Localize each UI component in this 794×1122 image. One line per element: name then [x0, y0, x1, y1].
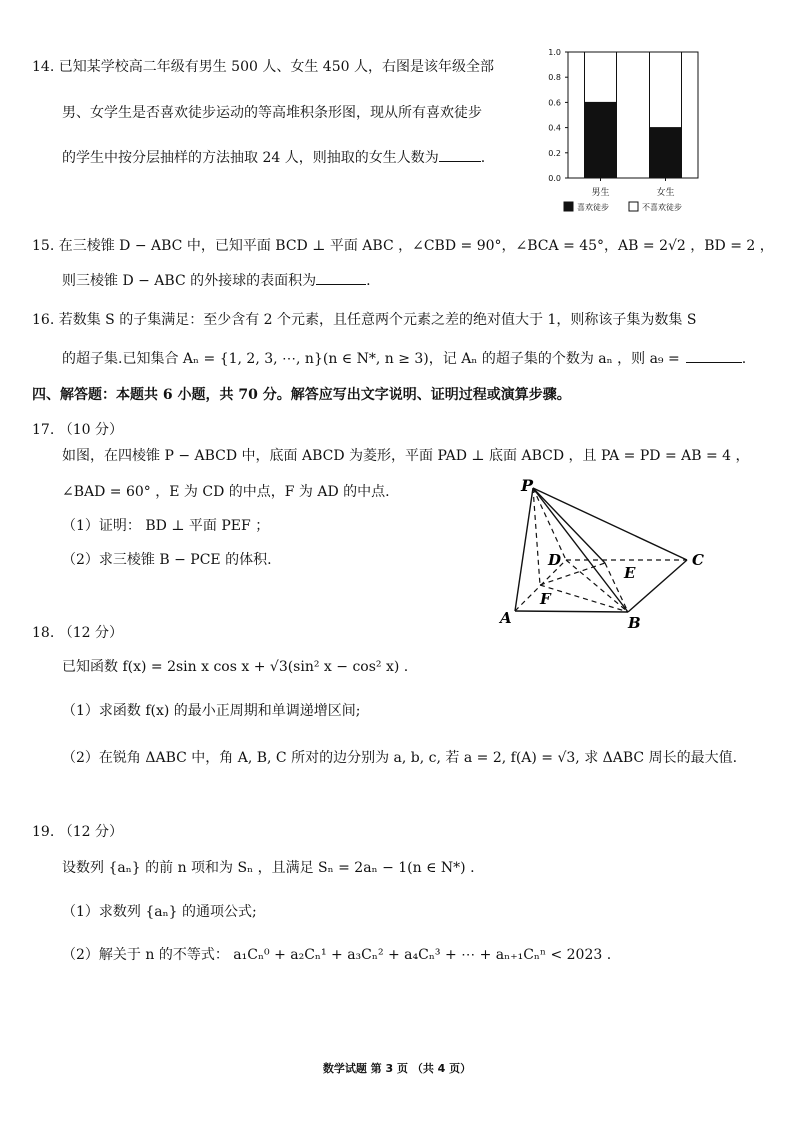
edge-BC [628, 560, 687, 612]
q14-line1: 14. 已知某学校高二年级有男生 500 人、女生 450 人，右图是该年级全部 [32, 59, 494, 75]
edge-PE [533, 488, 605, 563]
chart-bars [585, 52, 682, 178]
q16-line2: 的超子集.已知集合 Aₙ = {1, 2, 3, ⋯, n}(n ∈ N*, n ≥ 3)，记 Aₙ 的超子集的个数为 aₙ ，则 a₉ = . [62, 351, 747, 367]
q19-head: 19. （12 分） [32, 824, 123, 840]
chart-categories [591, 178, 674, 198]
label-F: F [540, 590, 551, 608]
edge-PF [533, 488, 540, 585]
x-tick-label: 男生 [591, 188, 610, 198]
y-tick-label: 1.0 [548, 48, 561, 57]
bar-like [650, 128, 682, 178]
bar-like [585, 102, 617, 178]
stacked-bar-chart [536, 40, 716, 230]
y-tick-label: 0.0 [548, 174, 561, 183]
q14-line3-text: 的学生中按分层抽样的方法抽取 24 人，则抽取的女生人数为 [62, 150, 439, 166]
pyramid-figure [490, 470, 720, 635]
q17-part2: （2）求三棱锥 B − PCE 的体积. [62, 552, 272, 568]
label-C: C [692, 551, 704, 569]
edge-DB [566, 560, 628, 612]
label-D: D [548, 551, 562, 569]
q18-head: 18. （12 分） [32, 625, 123, 641]
q15-line1: 15. 在三棱锥 D − ABC 中，已知平面 BCD ⊥ 平面 ABC ，∠CBD = 90°，∠BCA = 45°，AB = 2√2 ，BD = 2 ， [32, 238, 774, 254]
edge-PC [533, 488, 687, 560]
q19-part2: （2）解关于 n 的不等式： a₁Cₙ⁰ + a₂Cₙ¹ + a₃Cₙ² + a₄Cₙ³ + ⋯ + aₙ₊₁Cₙⁿ < 2023 . [62, 947, 612, 963]
edge-PA [515, 488, 533, 611]
chart-legend [564, 202, 682, 212]
q19-part1: （1）求数列 {aₙ} 的通项公式; [62, 904, 257, 920]
section-heading: 四、解答题：本题共 6 小题，共 70 分。解答应写出文字说明、证明过程或演算步骤。 [32, 387, 571, 403]
legend-label: 喜欢徒步 [577, 203, 609, 212]
q14-line3: 的学生中按分层抽样的方法抽取 24 人，则抽取的女生人数为 . [62, 150, 486, 166]
y-tick-label: 0.8 [548, 73, 561, 83]
q15-line2-text: 则三棱锥 D − ABC 的外接球的表面积为 [62, 273, 317, 289]
edge-AB [515, 611, 628, 612]
q17-line1: 如图，在四棱锥 P − ABCD 中，底面 ABCD 为菱形，平面 PAD ⊥ 底面 ABCD ，且 PA = PD = AB = 4 ， [62, 448, 750, 464]
answer-blank [439, 149, 481, 162]
answer-blank [316, 272, 366, 285]
legend-swatch [629, 202, 638, 211]
edge-FB [540, 585, 628, 612]
q18-line1: 已知函数 f(x) = 2sin x cos x + √3(sin² x − cos² x) . [62, 659, 409, 675]
q18-part1: （1）求函数 f(x) 的最小正周期和单调递增区间; [62, 703, 361, 719]
bar-dislike [585, 52, 617, 102]
bar-dislike [650, 52, 682, 128]
q18-part2: （2）在锐角 ΔABC 中，角 A, B, C 所对的边分别为 a, b, c, 若 a = 2, f(A) = √3, 求 ΔABC 周长的最大值. [62, 750, 738, 766]
label-E: E [624, 564, 636, 582]
answer-blank [686, 350, 742, 363]
q14-line2: 男、女学生是否喜欢徒步运动的等高堆积条形图，现从所有喜欢徒步 [62, 105, 482, 121]
q15-line2: 则三棱锥 D − ABC 的外接球的表面积为 . [62, 273, 371, 289]
x-tick-label: 女生 [656, 188, 675, 198]
q17-head: 17. （10 分） [32, 422, 123, 438]
y-tick-label: 0.2 [548, 148, 561, 158]
label-A: A [500, 609, 512, 627]
legend-label: 不喜欢徒步 [642, 203, 682, 212]
q17-part1: （1）证明： BD ⊥ 平面 PEF ； [62, 518, 270, 534]
q19-line1: 设数列 {aₙ} 的前 n 项和为 Sₙ ，且满足 Sₙ = 2aₙ − 1(n ∈ N*) . [62, 860, 475, 876]
label-B: B [628, 614, 641, 632]
q16-line2-text: 的超子集.已知集合 Aₙ = {1, 2, 3, ⋯, n}(n ∈ N*, n ≥ 3)，记 Aₙ 的超子集的个数为 aₙ ，则 a₉ = [62, 351, 680, 367]
legend-swatch [564, 202, 573, 211]
q16-line1: 16. 若数集 S 的子集满足：至少含有 2 个元素，且任意两个元素之差的绝对值大于 1，则称该子集为数集 S [32, 312, 697, 328]
page-footer: 数学试题 第 3 页 （共 4 页） [322, 1062, 472, 1075]
y-tick-label: 0.6 [548, 98, 561, 108]
y-tick-label: 0.4 [548, 123, 561, 133]
q17-line2: ∠BAD = 60° ，E 为 CD 的中点，F 为 AD 的中点. [62, 484, 390, 500]
label-P: P [521, 476, 534, 495]
